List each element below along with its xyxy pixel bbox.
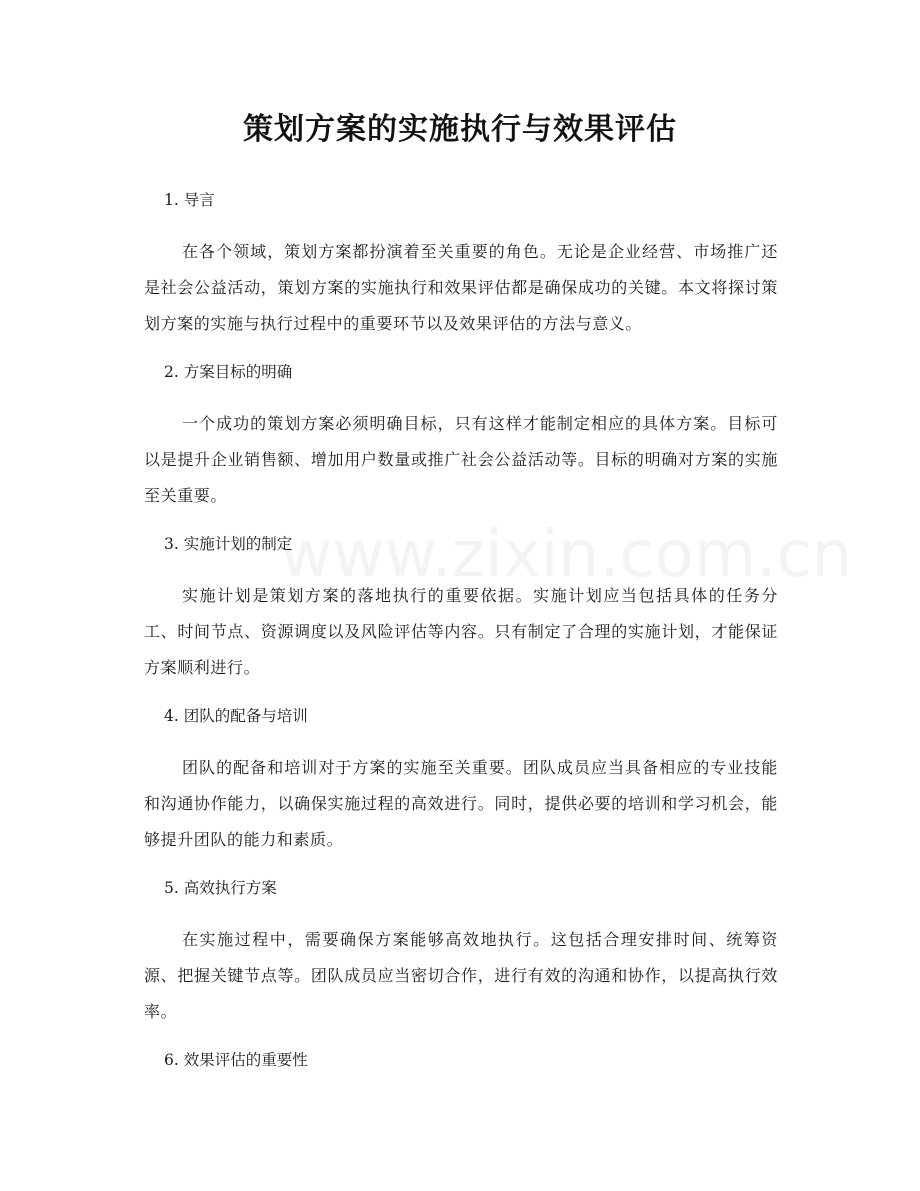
section-heading: 6. 效果评估的重要性 <box>164 1051 308 1069</box>
section-introduction <box>144 184 778 342</box>
section-implementation-plan <box>144 528 778 686</box>
section-heading: 4. 团队的配备与培训 <box>164 707 308 725</box>
section-evaluation-importance <box>144 1044 778 1076</box>
section-paragraph: 团队的配备和培训对于方案的实施至关重要。团队成员应当具备相应的专业技能和沟通协作能力，以确保实施过程的高效进行。同时，提供必要的培训和学习机会，能够提升团队的能力和素质。 <box>144 758 778 849</box>
section-team-training <box>144 700 778 858</box>
section-efficient-execution <box>144 872 778 1030</box>
section-paragraph: 实施计划是策划方案的落地执行的重要依据。实施计划应当包括具体的任务分工、时间节点、资源调度以及风险评估等内容。只有制定了合理的实施计划，才能保证方案顺利进行。 <box>144 586 778 677</box>
section-paragraph: 在实施过程中，需要确保方案能够高效地执行。这包括合理安排时间、统筹资源、把握关键节点等。团队成员应当密切合作，进行有效的沟通和协作，以提高执行效率。 <box>144 930 778 1021</box>
section-heading: 2. 方案目标的明确 <box>164 363 293 381</box>
document-body <box>144 184 853 1094</box>
section-paragraph: 在各个领域，策划方案都扮演着至关重要的角色。无论是企业经营、市场推广还是社会公益活动，策划方案的实施执行和效果评估都是确保成功的关键。本文将探讨策划方案的实施与执行过程中的重要环节以及效果评估的方法与意义。 <box>144 242 778 333</box>
section-heading: 5. 高效执行方案 <box>164 879 277 897</box>
document-title: 策划方案的实施执行与效果评估 <box>243 112 677 147</box>
section-heading: 3. 实施计划的制定 <box>164 535 293 553</box>
section-goal-clarity <box>144 356 778 514</box>
section-paragraph: 一个成功的策划方案必须明确目标，只有这样才能制定相应的具体方案。目标可以是提升企业销售额、增加用户数量或推广社会公益活动等。目标的明确对方案的实施至关重要。 <box>144 414 778 505</box>
watermark: www.zixin.com.cn <box>280 518 853 592</box>
section-heading: 1. 导言 <box>164 191 215 209</box>
